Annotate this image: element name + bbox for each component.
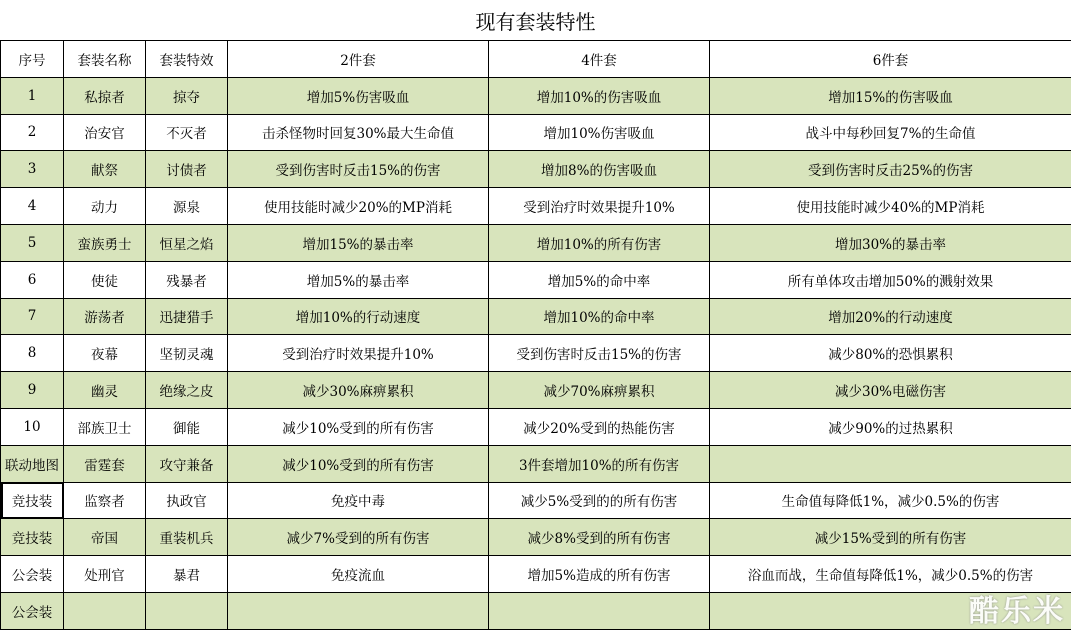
header-cell-4piece[interactable]: 4件套: [489, 41, 710, 78]
cell-index[interactable]: 10: [1, 408, 64, 445]
cell-set-name[interactable]: 使徒: [64, 261, 146, 298]
cell-set-name[interactable]: 夜幕: [64, 335, 146, 372]
watermark-text: 酷乐米: [969, 594, 1065, 629]
cell-4piece[interactable]: 减少20%受到的热能伤害: [489, 408, 710, 445]
cell-2piece[interactable]: 增加10%的行动速度: [228, 298, 489, 335]
cell-set-name[interactable]: 私掠者: [64, 77, 146, 114]
sheet-title-bar: [0, 0, 1071, 41]
table-row: [1, 335, 1071, 372]
cell-set-effect[interactable]: 绝缘之皮: [146, 372, 228, 409]
cell-set-name[interactable]: 幽灵: [64, 372, 146, 409]
cell-4piece[interactable]: 增加10%伤害吸血: [489, 114, 710, 151]
table-row: [1, 519, 1071, 556]
header-cell-index[interactable]: 序号: [1, 41, 64, 78]
cell-set-effect[interactable]: 不灭者: [146, 114, 228, 151]
cell-index[interactable]: 竞技装: [1, 519, 64, 556]
table-row: [1, 188, 1071, 225]
header-cell-6piece[interactable]: 6件套: [710, 41, 1071, 78]
header-cell-2piece[interactable]: 2件套: [228, 41, 489, 78]
cell-6piece[interactable]: 战斗中每秒回复7%的生命值: [710, 114, 1071, 151]
cell-2piece[interactable]: 免疫中毒: [228, 482, 489, 519]
cell-4piece[interactable]: 增加5%造成的所有伤害: [489, 556, 710, 593]
cell-4piece[interactable]: 受到伤害时反击15%的伤害: [489, 335, 710, 372]
cell-4piece[interactable]: 减少8%受到的所有伤害: [489, 519, 710, 556]
header-cell-set-effect[interactable]: 套装特效: [146, 41, 228, 78]
table-row: [1, 592, 1071, 629]
cell-2piece[interactable]: 增加5%伤害吸血: [228, 77, 489, 114]
cell-6piece[interactable]: 减少80%的恐惧累积: [710, 335, 1071, 372]
cell-6piece[interactable]: 减少90%的过热累积: [710, 408, 1071, 445]
cell-2piece[interactable]: 击杀怪物时回复30%最大生命值: [228, 114, 489, 151]
cell-2piece[interactable]: 受到治疗时效果提升10%: [228, 335, 489, 372]
cell-set-name[interactable]: 治安官: [64, 114, 146, 151]
cell-set-effect[interactable]: 迅捷猎手: [146, 298, 228, 335]
cell-index[interactable]: 8: [1, 335, 64, 372]
cell-set-name[interactable]: 处刑官: [64, 556, 146, 593]
cell-4piece[interactable]: [489, 592, 710, 629]
cell-4piece[interactable]: 减少70%麻痹累积: [489, 372, 710, 409]
table-row: [1, 77, 1071, 114]
table-row: [1, 372, 1071, 409]
cell-4piece[interactable]: 增加10%的伤害吸血: [489, 77, 710, 114]
cell-6piece[interactable]: 浴血而战，生命值每降低1%，减少0.5%的伤害: [710, 556, 1071, 593]
cell-6piece[interactable]: 减少30%电磁伤害: [710, 372, 1071, 409]
cell-2piece[interactable]: 受到伤害时反击15%的伤害: [228, 151, 489, 188]
set-table: [0, 40, 1071, 630]
cell-2piece[interactable]: 减少10%受到的所有伤害: [228, 408, 489, 445]
cell-6piece[interactable]: [710, 445, 1071, 482]
cell-4piece[interactable]: 增加10%的命中率: [489, 298, 710, 335]
cell-set-effect[interactable]: 暴君: [146, 556, 228, 593]
cell-6piece[interactable]: 生命值每降低1%，减少0.5%的伤害: [710, 482, 1071, 519]
cell-set-name[interactable]: 监察者: [64, 482, 146, 519]
cell-2piece[interactable]: 免疫流血: [228, 556, 489, 593]
cell-index[interactable]: 1: [1, 77, 64, 114]
table-row: [1, 298, 1071, 335]
table-row: [1, 224, 1071, 261]
table-row: [1, 408, 1071, 445]
cell-set-name[interactable]: 游荡者: [64, 298, 146, 335]
cell-index[interactable]: 2: [1, 114, 64, 151]
cell-set-name[interactable]: 献祭: [64, 151, 146, 188]
table-row: [1, 556, 1071, 593]
cell-6piece[interactable]: 所有单体攻击增加50%的溅射效果: [710, 261, 1071, 298]
cell-set-effect[interactable]: 掠夺: [146, 77, 228, 114]
table-row: [1, 482, 1071, 519]
cell-6piece[interactable]: 使用技能时减少40%的MP消耗: [710, 188, 1071, 225]
cell-set-name[interactable]: 雷霆套: [64, 445, 146, 482]
cell-set-name[interactable]: 帝国: [64, 519, 146, 556]
cell-4piece[interactable]: 增加5%的命中率: [489, 261, 710, 298]
table-row: [1, 114, 1071, 151]
cell-set-effect[interactable]: 讨债者: [146, 151, 228, 188]
table-row: [1, 445, 1071, 482]
cell-2piece[interactable]: [228, 592, 489, 629]
sheet-title: 现有套装特性: [475, 9, 596, 34]
cell-6piece[interactable]: 增加20%的行动速度: [710, 298, 1071, 335]
cell-2piece[interactable]: 使用技能时减少20%的MP消耗: [228, 188, 489, 225]
cell-set-effect[interactable]: 重装机兵: [146, 519, 228, 556]
cell-set-effect[interactable]: 恒星之焰: [146, 224, 228, 261]
table-row: [1, 151, 1071, 188]
cell-set-effect[interactable]: 残暴者: [146, 261, 228, 298]
cell-index[interactable]: 公会装: [1, 592, 64, 629]
table-row: [1, 261, 1071, 298]
cell-2piece[interactable]: 增加15%的暴击率: [228, 224, 489, 261]
cell-index[interactable]: 4: [1, 188, 64, 225]
cell-6piece[interactable]: 减少15%受到的所有伤害: [710, 519, 1071, 556]
cell-index[interactable]: 联动地图: [1, 445, 64, 482]
cell-6piece[interactable]: 增加15%的伤害吸血: [710, 77, 1071, 114]
cell-set-effect[interactable]: 攻守兼备: [146, 445, 228, 482]
cell-4piece[interactable]: 减少5%受到的的所有伤害: [489, 482, 710, 519]
header-row: [1, 41, 1071, 78]
cell-6piece[interactable]: 受到伤害时反击25%的伤害: [710, 151, 1071, 188]
cell-2piece[interactable]: 减少10%受到的所有伤害: [228, 445, 489, 482]
cell-set-effect[interactable]: 执政官: [146, 482, 228, 519]
cell-set-name[interactable]: 蛮族勇士: [64, 224, 146, 261]
watermark-logo: [969, 586, 1065, 630]
cell-4piece[interactable]: 3件套增加10%的所有伤害: [489, 445, 710, 482]
cell-2piece[interactable]: 减少30%麻痹累积: [228, 372, 489, 409]
cell-index[interactable]: 竞技装: [1, 482, 64, 519]
cell-set-name[interactable]: [64, 592, 146, 629]
cell-set-name[interactable]: 动力: [64, 188, 146, 225]
cell-set-effect[interactable]: 源泉: [146, 188, 228, 225]
cell-index[interactable]: 3: [1, 151, 64, 188]
cell-set-name[interactable]: 部族卫士: [64, 408, 146, 445]
cell-4piece[interactable]: 增加8%的伤害吸血: [489, 151, 710, 188]
cell-set-effect[interactable]: 御能: [146, 408, 228, 445]
cell-index[interactable]: 6: [1, 261, 64, 298]
cell-2piece[interactable]: 减少7%受到的所有伤害: [228, 519, 489, 556]
cell-set-effect[interactable]: 坚韧灵魂: [146, 335, 228, 372]
cell-index[interactable]: 公会装: [1, 556, 64, 593]
cell-index[interactable]: 7: [1, 298, 64, 335]
cell-6piece[interactable]: 增加30%的暴击率: [710, 224, 1071, 261]
cell-4piece[interactable]: 增加10%的所有伤害: [489, 224, 710, 261]
cell-index[interactable]: 9: [1, 372, 64, 409]
cell-4piece[interactable]: 受到治疗时效果提升10%: [489, 188, 710, 225]
cell-index[interactable]: 5: [1, 224, 64, 261]
header-cell-set-name[interactable]: 套装名称: [64, 41, 146, 78]
cell-set-effect[interactable]: [146, 592, 228, 629]
cell-2piece[interactable]: 增加5%的暴击率: [228, 261, 489, 298]
